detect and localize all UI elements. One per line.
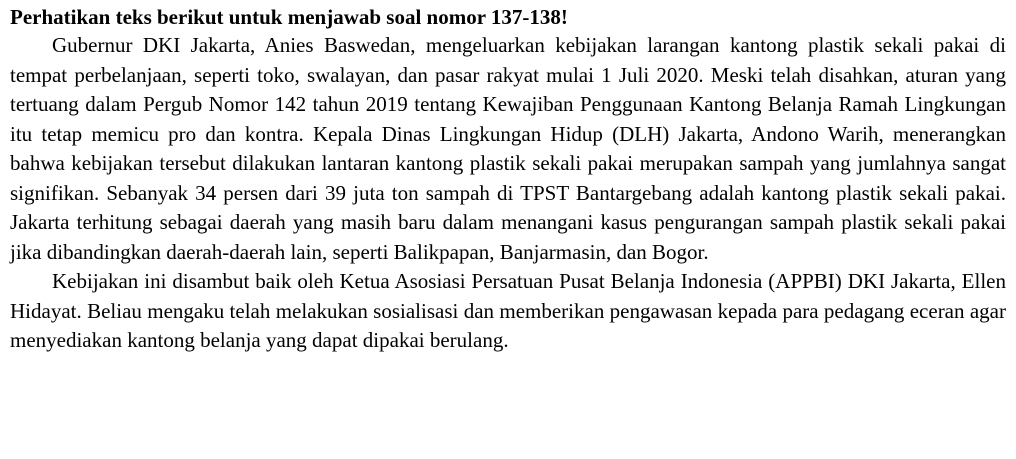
paragraph-2: Kebijakan ini disambut baik oleh Ketua Asosiasi Persatuan Pusat Belanja Indonesia (APPBI) DKI Jakarta, Ellen Hidayat. Beliau mengaku telah melakukan sosialisasi dan memberikan pengawasan kepada para pedagang eceran agar menyediakan kantong belanja yang dapat dipakai berulang. xyxy=(10,269,1006,352)
paragraph-1: Gubernur DKI Jakarta, Anies Baswedan, mengeluarkan kebijakan larangan kantong plastik sekali pakai di tempat perbelanjaan, seperti toko, swalayan, dan pasar rakyat mulai 1 Juli 2020. Meski telah disahkan, aturan yang tertuang dalam Pergub Nomor 142 tahun 2019 tentang Kewajiban Penggunaan Kantong Belanja Ramah Lingkungan itu tetap memicu pro dan kontra. Kepala Dinas Lingkungan Hidup (DLH) Jakarta, Andono Warih, menerangkan bahwa kebijakan tersebut dilakukan lantaran kantong plastik sekali pakai merupakan sampah yang jumlahnya sangat signifikan. Sebanyak 34 persen dari 39 juta ton sampah di TPST Bantargebang adalah kantong plastik sekali pakai. Jakarta terhitung sebagai daerah yang masih baru dalam menangani kasus pengurangan sampah plastik sekali pakai jika dibandingkan daerah-daerah lain, seperti Balikpapan, Banjarmasin, dan Bogor. xyxy=(10,33,1006,264)
instruction-heading: Perhatikan teks berikut untuk menjawab soal nomor 137-138! xyxy=(10,5,568,29)
